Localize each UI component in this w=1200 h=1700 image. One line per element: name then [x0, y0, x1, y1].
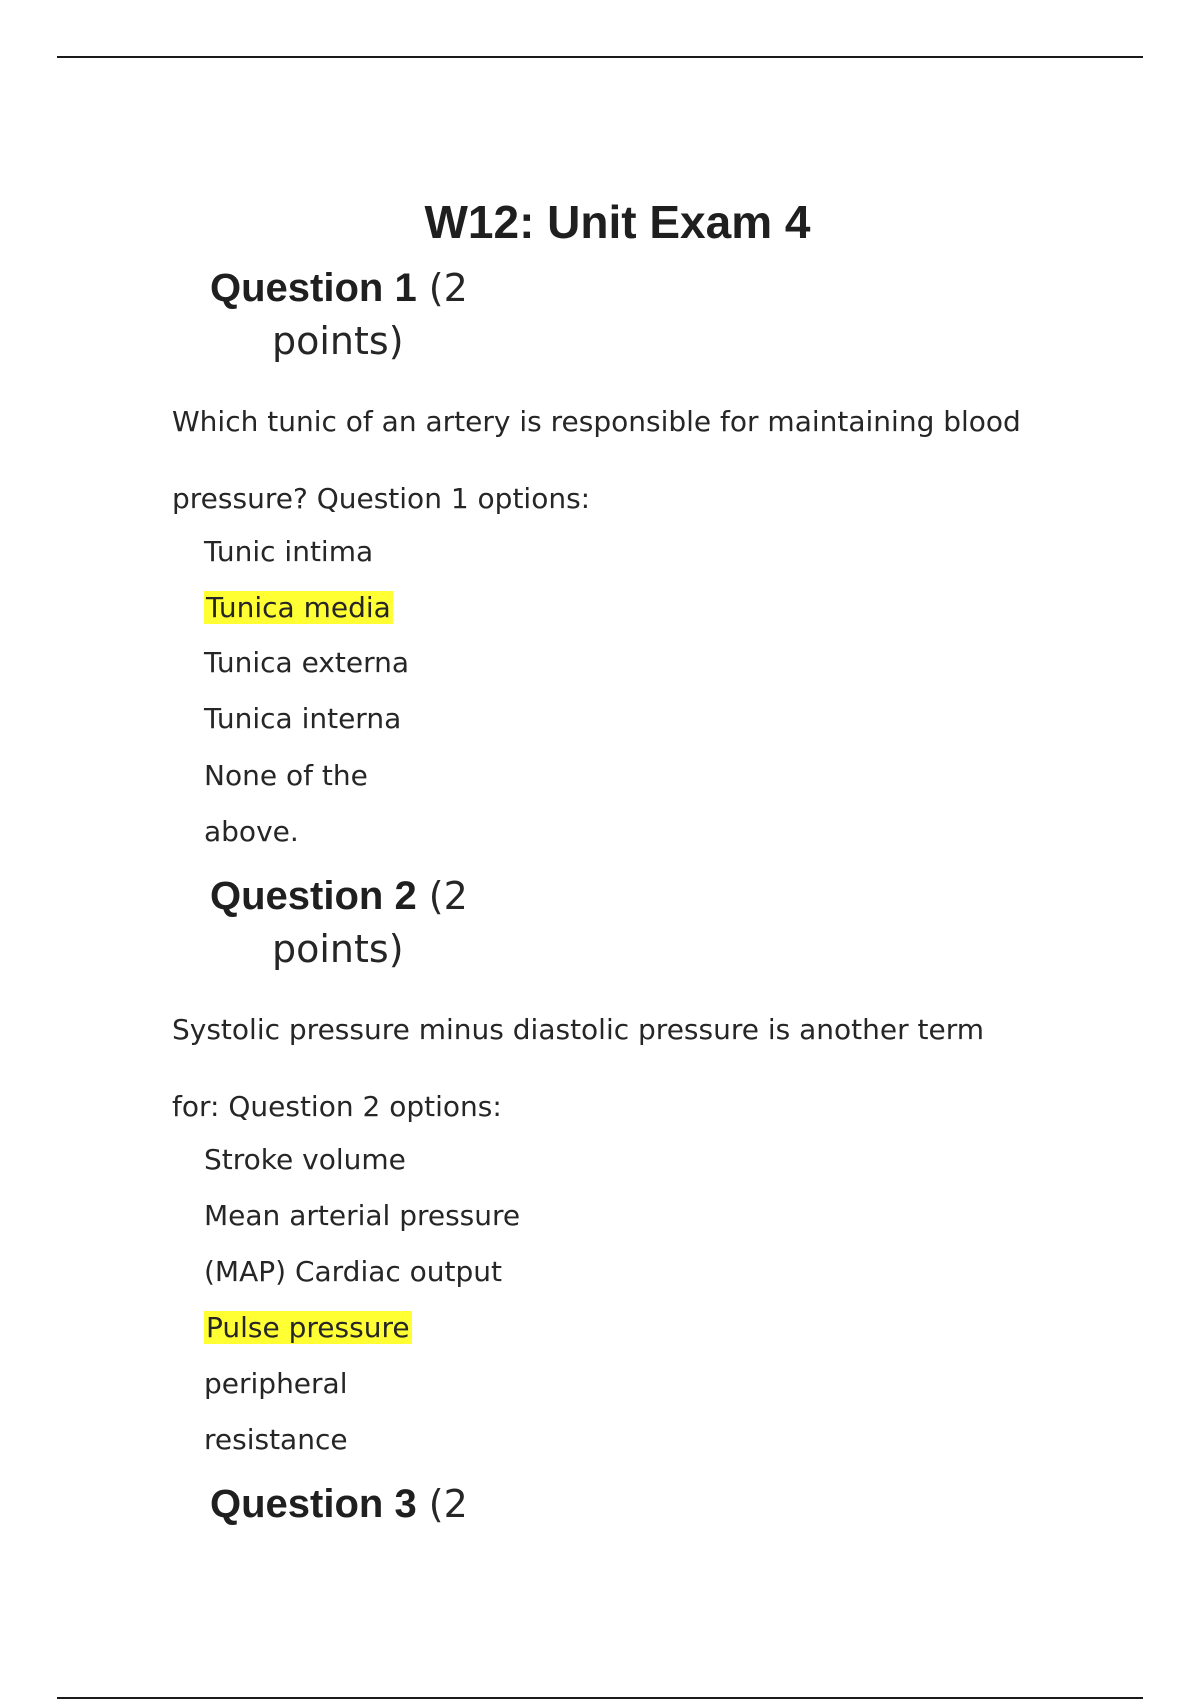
question-2-option-4-selected[interactable]: Pulse pressure: [206, 1311, 410, 1344]
question-1-option-5-line1[interactable]: None of the: [204, 759, 368, 792]
bottom-rule: [57, 1697, 1143, 1699]
question-2-option-1[interactable]: Stroke volume: [204, 1143, 406, 1176]
question-2-option-5-line2[interactable]: resistance: [204, 1423, 348, 1456]
question-3-heading: [210, 1480, 468, 1533]
question-2-heading: [210, 872, 468, 973]
question-1-points-rest: points): [272, 319, 404, 363]
question-1-label: Question 1: [210, 266, 417, 310]
question-2-label: Question 2: [210, 874, 417, 918]
question-1-points-open: (2: [416, 266, 468, 310]
question-2-points-open: (2: [416, 874, 468, 918]
question-1-option-5-line2[interactable]: above.: [204, 815, 299, 848]
question-2-option-2[interactable]: Mean arterial pressure: [204, 1199, 521, 1232]
question-3-points-open: (2: [416, 1482, 468, 1526]
question-2-text-line2: for: Question 2 options:: [172, 1090, 502, 1123]
document-title: W12: Unit Exam 4: [424, 196, 811, 248]
question-1-text-line2: pressure? Question 1 options:: [172, 482, 591, 515]
question-1-option-4[interactable]: Tunica interna: [204, 702, 402, 735]
question-2-points-rest: points): [272, 927, 404, 971]
question-1-option-3[interactable]: Tunica externa: [204, 646, 410, 679]
question-1-option-1[interactable]: Tunic intima: [204, 535, 374, 568]
question-2-text-line1: Systolic pressure minus diastolic pressure is another term: [172, 1013, 985, 1046]
question-1-option-2-selected[interactable]: Tunica media: [206, 591, 391, 624]
top-rule: [57, 56, 1143, 58]
question-1-text-line1: Which tunic of an artery is responsible for maintaining blood: [172, 405, 1021, 438]
question-2-option-3[interactable]: (MAP) Cardiac output: [204, 1255, 503, 1288]
question-3-label: Question 3: [210, 1482, 417, 1526]
question-1-heading: [210, 264, 468, 365]
question-2-option-5-line1[interactable]: peripheral: [204, 1367, 348, 1400]
